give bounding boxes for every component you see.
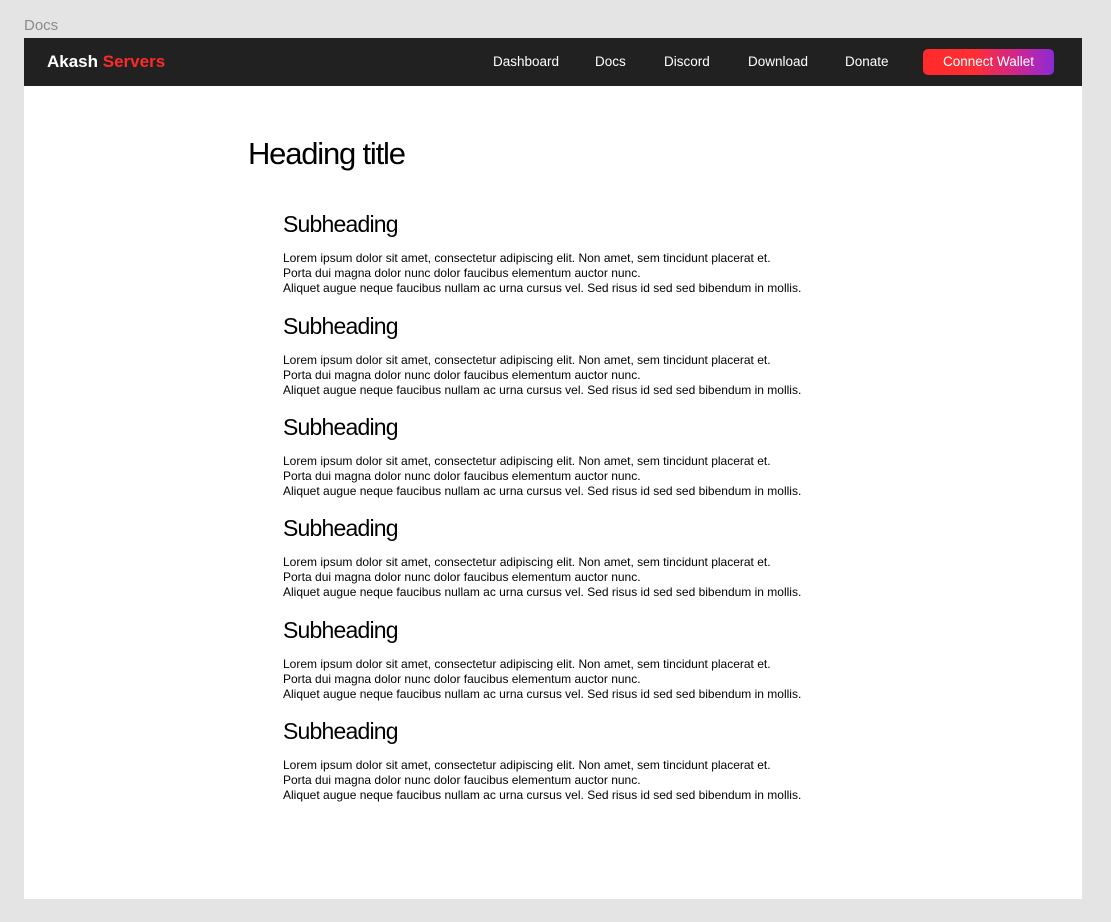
nav-link-dashboard[interactable]: Dashboard — [493, 54, 560, 69]
connect-wallet-button[interactable]: Connect Wallet — [923, 49, 1054, 75]
body-line: Lorem ipsum dolor sit amet, consectetur adipiscing elit. Non amet, sem tincidunt placerat et. — [283, 555, 771, 569]
body-line: Lorem ipsum dolor sit amet, consectetur adipiscing elit. Non amet, sem tincidunt placerat et. — [283, 758, 771, 772]
nav-link-discord[interactable]: Discord — [664, 54, 710, 69]
section-body — [283, 555, 923, 601]
body-line: Lorem ipsum dolor sit amet, consectetur adipiscing elit. Non amet, sem tincidunt placerat et. — [283, 251, 771, 265]
section-body — [283, 454, 923, 500]
body-line: Aliquet augue neque faucibus nullam ac urna cursus vel. Sed risus id sed sed bibendum in mollis. — [283, 281, 802, 296]
section-body — [283, 353, 923, 399]
body-line: Lorem ipsum dolor sit amet, consectetur adipiscing elit. Non amet, sem tincidunt placerat et. — [283, 657, 771, 671]
body-line: Porta dui magna dolor nunc dolor faucibus elementum auctor nunc. — [283, 773, 641, 788]
content-section — [283, 514, 923, 601]
brand-logo[interactable] — [47, 51, 165, 73]
section-heading: Subheading — [283, 313, 398, 339]
nav-link-download[interactable]: Download — [748, 54, 809, 69]
body-line: Porta dui magna dolor nunc dolor faucibus elementum auctor nunc. — [283, 266, 641, 281]
section-heading: Subheading — [283, 211, 398, 237]
frame-label: Docs — [24, 17, 59, 34]
body-line: Porta dui magna dolor nunc dolor faucibus elementum auctor nunc. — [283, 469, 641, 484]
body-line: Aliquet augue neque faucibus nullam ac urna cursus vel. Sed risus id sed sed bibendum in mollis. — [283, 484, 802, 499]
brand-name-accent: Servers — [102, 52, 166, 71]
content-section — [283, 616, 923, 703]
section-body — [283, 758, 923, 804]
brand-name: Akash — [47, 52, 99, 71]
body-line: Aliquet augue neque faucibus nullam ac urna cursus vel. Sed risus id sed sed bibendum in mollis. — [283, 788, 802, 803]
content-section — [283, 717, 923, 804]
nav-link-donate[interactable]: Donate — [845, 54, 889, 69]
body-line: Porta dui magna dolor nunc dolor faucibus elementum auctor nunc. — [283, 672, 641, 687]
body-line: Porta dui magna dolor nunc dolor faucibus elementum auctor nunc. — [283, 570, 641, 585]
section-heading: Subheading — [283, 617, 398, 643]
content-section — [283, 413, 923, 500]
body-line: Aliquet augue neque faucibus nullam ac urna cursus vel. Sed risus id sed sed bibendum in mollis. — [283, 585, 802, 600]
content-section — [283, 210, 923, 297]
body-line: Lorem ipsum dolor sit amet, consectetur adipiscing elit. Non amet, sem tincidunt placerat et. — [283, 454, 771, 468]
section-heading: Subheading — [283, 718, 398, 744]
body-line: Aliquet augue neque faucibus nullam ac urna cursus vel. Sed risus id sed sed bibendum in mollis. — [283, 383, 802, 398]
body-line: Porta dui magna dolor nunc dolor faucibus elementum auctor nunc. — [283, 368, 641, 383]
section-body — [283, 251, 923, 297]
section-heading: Subheading — [283, 414, 398, 440]
page-frame — [24, 38, 1082, 899]
section-body — [283, 657, 923, 703]
top-navbar — [24, 38, 1082, 86]
nav-link-docs[interactable]: Docs — [595, 54, 626, 69]
body-line: Lorem ipsum dolor sit amet, consectetur adipiscing elit. Non amet, sem tincidunt placerat et. — [283, 353, 771, 367]
page-title: Heading title — [248, 136, 405, 171]
content-section — [283, 312, 923, 399]
body-line: Aliquet augue neque faucibus nullam ac urna cursus vel. Sed risus id sed sed bibendum in mollis. — [283, 687, 802, 702]
section-heading: Subheading — [283, 515, 398, 541]
